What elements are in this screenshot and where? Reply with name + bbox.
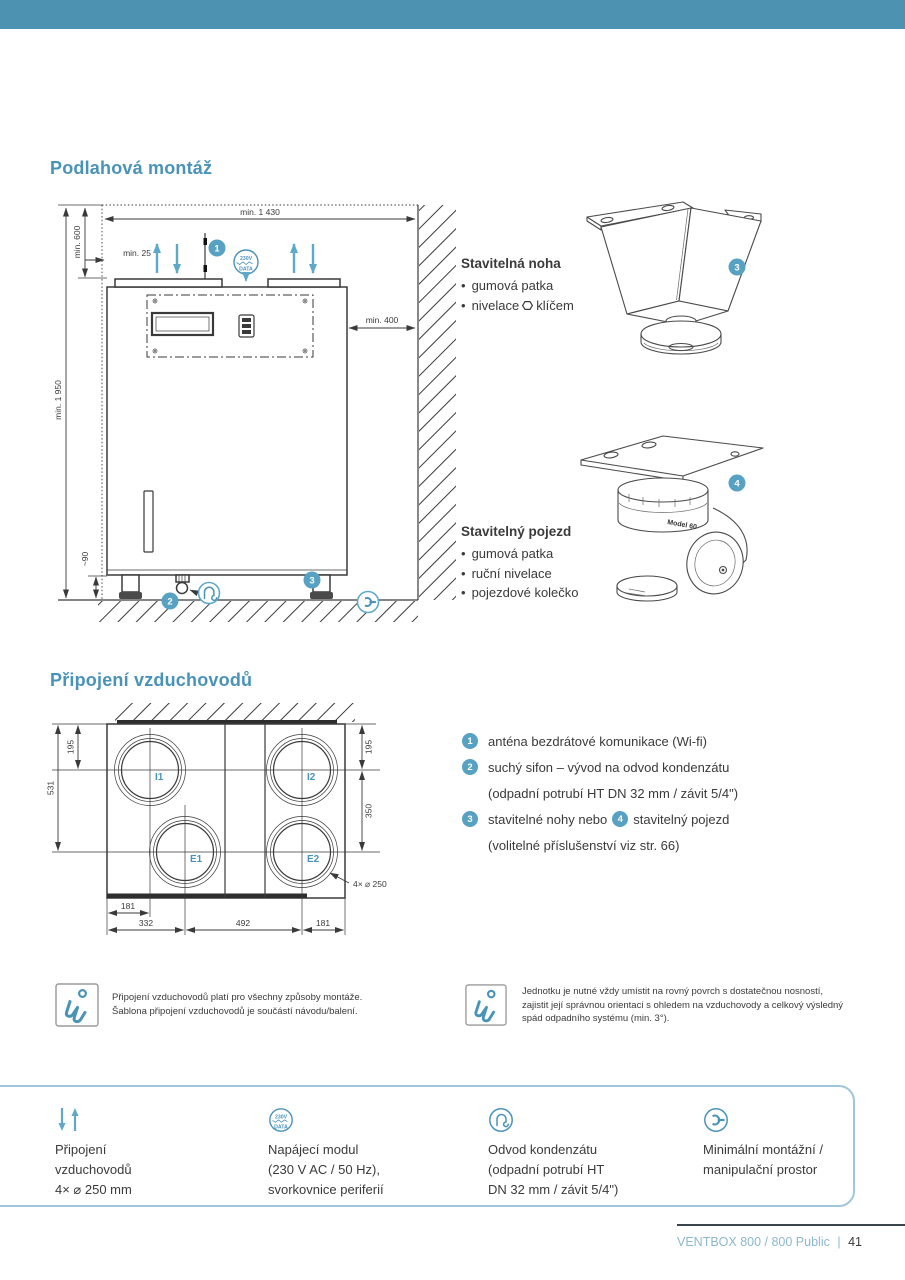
dimension-350	[362, 772, 374, 851]
power-data-badge-icon	[268, 1106, 294, 1134]
callout-2-badge: 2	[462, 759, 478, 775]
svg-text:4: 4	[734, 478, 740, 490]
wrench-icon-legend	[703, 1106, 729, 1134]
dimension-195-right	[362, 726, 374, 769]
dimension-181-left	[109, 901, 149, 913]
leg-bullet-2: • nivelace klíčem	[461, 297, 574, 313]
svg-text:3: 3	[734, 262, 740, 274]
siphon-icon	[199, 583, 220, 604]
caster-title: Stavitelný pojezd	[461, 524, 572, 539]
footer-divider	[677, 1224, 905, 1226]
dimension-min-25	[85, 248, 151, 260]
section-title-floor-mount: Podlahová montáž	[50, 158, 213, 178]
caster-bullet-1: • gumová patka	[461, 546, 554, 561]
duct-stub-left	[115, 279, 222, 287]
leg-spec	[461, 256, 701, 315]
dimension-332	[109, 918, 184, 930]
callout-item-2: 2 suchý sifon – vývod na odvod kondenzátu	[462, 754, 892, 780]
power-data-badge	[234, 250, 258, 281]
callout-1-badge: 1	[462, 733, 478, 749]
siphon-icon-legend	[488, 1106, 514, 1134]
dimension-foot-90	[80, 552, 107, 598]
foot-left	[119, 575, 142, 599]
svg-text:min. 25: min. 25	[123, 248, 151, 258]
callout-list	[462, 728, 892, 858]
caster-model-label: Model 60	[666, 519, 698, 532]
info-icon-left	[55, 983, 99, 1032]
leg-bullet-1: • gumová patka	[461, 278, 554, 293]
caster-bullet-2: • ruční nivelace	[461, 565, 552, 581]
svg-text:~90: ~90	[80, 551, 90, 567]
svg-text:min. 1 430: min. 1 430	[240, 207, 280, 217]
callout-4-badge: 4	[612, 811, 628, 827]
svg-text:230V: 230V	[239, 256, 253, 262]
unit-top-view	[107, 724, 345, 898]
svg-text:1: 1	[214, 243, 220, 255]
svg-text:I1: I1	[155, 772, 164, 783]
dimension-min-400	[349, 315, 415, 328]
legend-duct-connection: Připojení vzduchovodů 4× ⌀ 250 mm	[55, 1106, 132, 1200]
svg-text:181: 181	[315, 918, 331, 928]
leg-title: Stavitelná noha	[461, 256, 561, 271]
callout-3-badge: 3	[462, 811, 478, 827]
legend-power-module: 230V DATA Napájecí modul (230 V AC / 50 Hz), svorkovnice periferií	[268, 1106, 384, 1200]
airflow-arrows-icon	[55, 1106, 85, 1134]
note-placement: Jednotku je nutné vždy umístit na rovný povrch s dostatečnou nosností, zajistit její správnou orientaci s ohledem na vzduchovody a celkový výsledný spád odpadního systému (min. 3°).	[522, 986, 844, 1024]
hex-key-icon	[522, 300, 533, 311]
floor-mount-drawing	[40, 195, 470, 660]
caster-bullet-3: • pojezdové kolečko	[461, 585, 579, 600]
note-duct-template: Připojení vzduchovodů platí pro všechny způsoby montáže. Šablona připojení vzduchovodů je součástí návodu/balení.	[112, 992, 363, 1017]
svg-text:I2: I2	[307, 772, 316, 783]
svg-text:E1: E1	[190, 854, 203, 865]
wrench-icon	[358, 592, 379, 613]
svg-text:350: 350	[363, 803, 374, 819]
caster-spec	[461, 524, 701, 603]
page-header-band	[0, 0, 905, 29]
footer-separator: |	[837, 1235, 841, 1249]
dimension-181-right	[304, 918, 344, 930]
callout-badge-4-caster	[729, 475, 746, 492]
callout-badge-3-leg	[729, 259, 746, 276]
svg-text:492: 492	[235, 918, 251, 928]
info-icon-right	[465, 983, 507, 1032]
svg-text:3: 3	[309, 575, 315, 587]
svg-text:4× ⌀ 250: 4× ⌀ 250	[353, 879, 387, 889]
dimension-195-left	[66, 726, 79, 769]
callout-badge-1	[209, 240, 226, 257]
svg-text:min. 400: min. 400	[365, 315, 399, 325]
duct-stub-right	[268, 279, 340, 287]
dimension-min-1430	[105, 207, 415, 219]
dimension-492	[187, 918, 301, 930]
wifi-antenna	[204, 233, 208, 279]
svg-text:2: 2	[167, 596, 173, 608]
unit-front-view	[107, 279, 347, 599]
duct-connection-drawing	[40, 695, 465, 955]
svg-text:332: 332	[138, 918, 154, 928]
footer-page-number: 41	[848, 1235, 862, 1249]
legend-condensate-drain: Odvod kondenzátu (odpadní potrubí HT DN 32 mm / závit 5/4")	[488, 1106, 618, 1200]
svg-text:195: 195	[65, 739, 76, 755]
section-title-duct-connection: Připojení vzduchovodů	[50, 670, 253, 690]
dimension-min-1950	[53, 208, 66, 598]
callout-badge-2	[162, 593, 179, 610]
callout-badge-3	[304, 572, 321, 589]
footer-brand: VENTBOX 800 / 800 Public	[677, 1235, 830, 1249]
callout-item-3-line2: (volitelné příslušenství viz str. 66)	[488, 837, 680, 853]
display	[152, 313, 213, 335]
svg-text:531: 531	[45, 780, 56, 796]
wall-hatching	[418, 205, 456, 600]
callout-item-1: 1 anténa bezdrátové komunikace (Wi-fi)	[462, 728, 892, 754]
drain-outlet	[176, 575, 189, 594]
legend-min-space: Minimální montážní / manipulační prostor	[703, 1106, 823, 1180]
svg-text:DATA: DATA	[274, 1124, 288, 1131]
dimension-531	[46, 726, 59, 851]
callout-item-3: 3 stavitelné nohy nebo 4 stavitelný pojezd	[462, 806, 892, 832]
svg-text:min. 600: min. 600	[72, 225, 82, 259]
svg-text:E2: E2	[307, 854, 320, 865]
footer	[677, 1235, 862, 1249]
wall-hatching-top	[115, 703, 355, 725]
svg-text:DATA: DATA	[239, 266, 253, 273]
svg-text:min. 1 950: min. 1 950	[53, 380, 63, 420]
svg-text:230V: 230V	[274, 1114, 288, 1121]
callout-item-2-line2: (odpadní potrubí HT DN 32 mm / závit 5/4")	[488, 785, 739, 801]
svg-text:195: 195	[363, 739, 374, 755]
svg-text:181: 181	[120, 901, 136, 911]
